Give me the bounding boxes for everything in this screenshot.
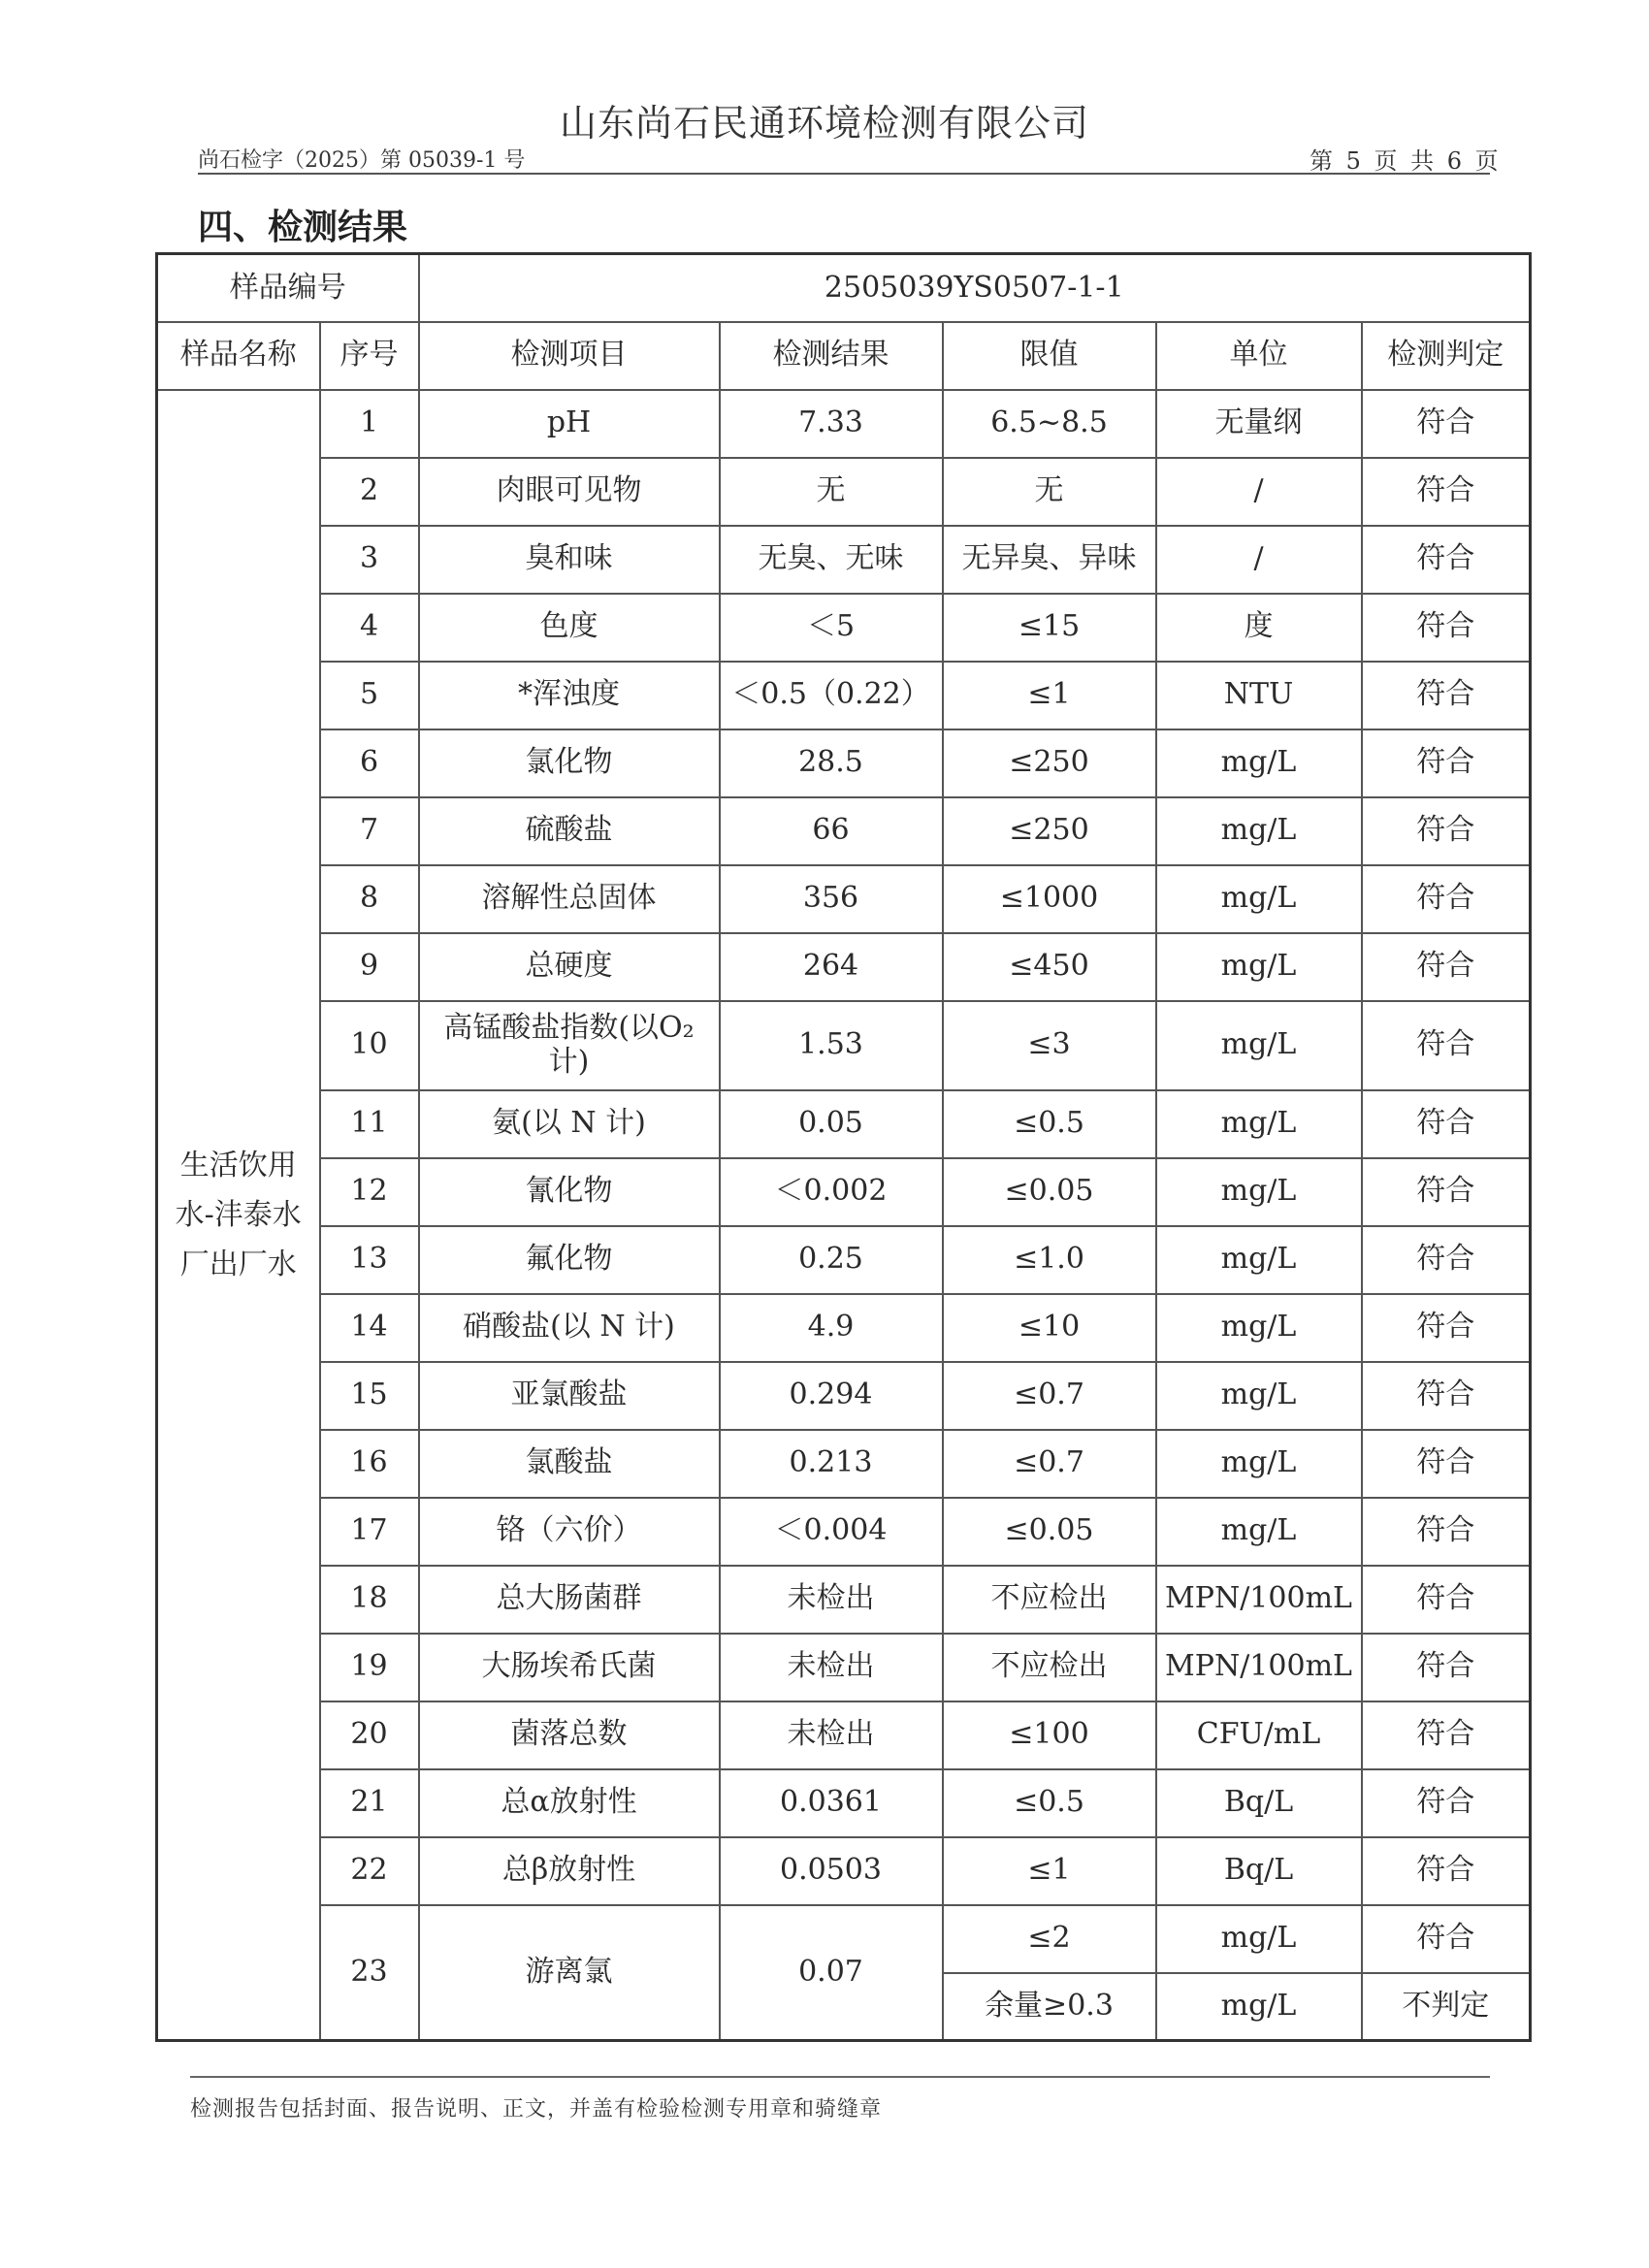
seq-cell: 8 bbox=[320, 865, 419, 933]
unit-cell: 无量纲 bbox=[1156, 390, 1362, 458]
table-row bbox=[157, 1701, 1531, 1769]
seq-cell: 10 bbox=[320, 1001, 419, 1090]
judgement-cell: 符合 bbox=[1362, 1769, 1531, 1837]
item-cell: 高锰酸盐指数(以O₂计) bbox=[419, 1001, 720, 1090]
limit-cell: ≤10 bbox=[943, 1294, 1156, 1362]
item-cell: 硫酸盐 bbox=[419, 797, 720, 865]
judgement-cell: 符合 bbox=[1362, 797, 1531, 865]
limit-cell: ≤450 bbox=[943, 933, 1156, 1001]
result-cell: 0.0361 bbox=[720, 1769, 943, 1837]
header-judgement: 检测判定 bbox=[1362, 322, 1531, 390]
sample-number-value: 2505039YS0507-1-1 bbox=[419, 254, 1531, 322]
seq-cell: 23 bbox=[320, 1905, 419, 2041]
seq-cell: 14 bbox=[320, 1294, 419, 1362]
seq-cell: 16 bbox=[320, 1430, 419, 1498]
limit-cell: 6.5~8.5 bbox=[943, 390, 1156, 458]
table-row bbox=[157, 1226, 1531, 1294]
result-cell: 7.33 bbox=[720, 390, 943, 458]
section-title: 四、检测结果 bbox=[198, 208, 408, 247]
seq-cell: 22 bbox=[320, 1837, 419, 1905]
result-cell: 0.213 bbox=[720, 1430, 943, 1498]
seq-cell: 1 bbox=[320, 390, 419, 458]
table-row bbox=[157, 1769, 1531, 1837]
table-row bbox=[157, 1837, 1531, 1905]
result-cell: 未检出 bbox=[720, 1566, 943, 1634]
seq-cell: 11 bbox=[320, 1090, 419, 1158]
judgement-cell: 符合 bbox=[1362, 1158, 1531, 1226]
unit-cell: mg/L bbox=[1156, 1226, 1362, 1294]
item-cell: 总β放射性 bbox=[419, 1837, 720, 1905]
result-cell: ＜0.004 bbox=[720, 1498, 943, 1566]
table-row bbox=[157, 1566, 1531, 1634]
table-row bbox=[157, 662, 1531, 729]
judgement-cell: 符合 bbox=[1362, 1498, 1531, 1566]
unit-cell: CFU/mL bbox=[1156, 1701, 1362, 1769]
limit-cell: 不应检出 bbox=[943, 1566, 1156, 1634]
table-row bbox=[157, 865, 1531, 933]
footer-divider bbox=[190, 2076, 1490, 2078]
result-cell: 264 bbox=[720, 933, 943, 1001]
judgement-cell: 符合 bbox=[1362, 662, 1531, 729]
judgement-cell: 符合 bbox=[1362, 865, 1531, 933]
limit-cell: ≤0.7 bbox=[943, 1362, 1156, 1430]
judgement-cell: 符合 bbox=[1362, 1294, 1531, 1362]
limit-cell: ≤100 bbox=[943, 1701, 1156, 1769]
table-row bbox=[157, 1498, 1531, 1566]
table-row bbox=[157, 1090, 1531, 1158]
judgement-cell: 符合 bbox=[1362, 1430, 1531, 1498]
judgement-cell: 符合 bbox=[1362, 458, 1531, 526]
result-cell: 无 bbox=[720, 458, 943, 526]
judgement-cell: 不判定 bbox=[1362, 1973, 1531, 2041]
unit-cell: mg/L bbox=[1156, 1090, 1362, 1158]
result-cell: 66 bbox=[720, 797, 943, 865]
judgement-cell: 符合 bbox=[1362, 1905, 1531, 1973]
seq-cell: 9 bbox=[320, 933, 419, 1001]
seq-cell: 15 bbox=[320, 1362, 419, 1430]
unit-cell: MPN/100mL bbox=[1156, 1566, 1362, 1634]
page-indicator: 第 5 页 共 6 页 bbox=[1310, 147, 1502, 175]
limit-cell: ≤250 bbox=[943, 729, 1156, 797]
item-cell: 总α放射性 bbox=[419, 1769, 720, 1837]
header-sample-name: 样品名称 bbox=[157, 322, 320, 390]
item-cell: *浑浊度 bbox=[419, 662, 720, 729]
table-row bbox=[157, 729, 1531, 797]
result-cell: ＜5 bbox=[720, 594, 943, 662]
seq-cell: 3 bbox=[320, 526, 419, 594]
header-result: 检测结果 bbox=[720, 322, 943, 390]
table-row bbox=[157, 1634, 1531, 1701]
sample-name-cell: 生活饮用水-沣泰水厂出厂水 bbox=[157, 390, 320, 2041]
judgement-cell: 符合 bbox=[1362, 1566, 1531, 1634]
limit-cell: ≤0.5 bbox=[943, 1090, 1156, 1158]
unit-cell: mg/L bbox=[1156, 933, 1362, 1001]
result-cell: 0.07 bbox=[720, 1905, 943, 2041]
results-table bbox=[155, 252, 1532, 2042]
seq-cell: 19 bbox=[320, 1634, 419, 1701]
seq-cell: 21 bbox=[320, 1769, 419, 1837]
footer-note: 检测报告包括封面、报告说明、正文，并盖有检验检测专用章和骑缝章 bbox=[190, 2097, 883, 2122]
unit-cell: mg/L bbox=[1156, 1905, 1362, 1973]
unit-cell: / bbox=[1156, 526, 1362, 594]
limit-cell: ≤1 bbox=[943, 1837, 1156, 1905]
unit-cell: 度 bbox=[1156, 594, 1362, 662]
item-cell: 溶解性总固体 bbox=[419, 865, 720, 933]
unit-cell: mg/L bbox=[1156, 797, 1362, 865]
item-cell: 亚氯酸盐 bbox=[419, 1362, 720, 1430]
item-cell: 色度 bbox=[419, 594, 720, 662]
result-cell: 356 bbox=[720, 865, 943, 933]
column-header-row bbox=[157, 322, 1531, 390]
item-cell: 氰化物 bbox=[419, 1158, 720, 1226]
result-cell: ＜0.002 bbox=[720, 1158, 943, 1226]
judgement-cell: 符合 bbox=[1362, 1226, 1531, 1294]
table-row bbox=[157, 1001, 1531, 1090]
unit-cell: mg/L bbox=[1156, 729, 1362, 797]
header-limit: 限值 bbox=[943, 322, 1156, 390]
seq-cell: 20 bbox=[320, 1701, 419, 1769]
judgement-cell: 符合 bbox=[1362, 1090, 1531, 1158]
header-item: 检测项目 bbox=[419, 322, 720, 390]
unit-cell: mg/L bbox=[1156, 1001, 1362, 1090]
limit-cell: ≤1000 bbox=[943, 865, 1156, 933]
item-cell: 游离氯 bbox=[419, 1905, 720, 2041]
limit-cell: 余量≥0.3 bbox=[943, 1973, 1156, 2041]
seq-cell: 17 bbox=[320, 1498, 419, 1566]
seq-cell: 5 bbox=[320, 662, 419, 729]
item-cell: pH bbox=[419, 390, 720, 458]
sample-number-row bbox=[157, 254, 1531, 322]
unit-cell: MPN/100mL bbox=[1156, 1634, 1362, 1701]
table-row bbox=[157, 1905, 1531, 1973]
result-cell: 0.05 bbox=[720, 1090, 943, 1158]
seq-cell: 18 bbox=[320, 1566, 419, 1634]
seq-cell: 6 bbox=[320, 729, 419, 797]
item-cell: 铬（六价） bbox=[419, 1498, 720, 1566]
limit-cell: ≤15 bbox=[943, 594, 1156, 662]
judgement-cell: 符合 bbox=[1362, 390, 1531, 458]
unit-cell: Bq/L bbox=[1156, 1837, 1362, 1905]
judgement-cell: 符合 bbox=[1362, 729, 1531, 797]
result-cell: 4.9 bbox=[720, 1294, 943, 1362]
limit-cell: ≤0.5 bbox=[943, 1769, 1156, 1837]
item-cell: 氟化物 bbox=[419, 1226, 720, 1294]
unit-cell: mg/L bbox=[1156, 1973, 1362, 2041]
unit-cell: Bq/L bbox=[1156, 1769, 1362, 1837]
limit-cell: ≤0.05 bbox=[943, 1498, 1156, 1566]
unit-cell: NTU bbox=[1156, 662, 1362, 729]
judgement-cell: 符合 bbox=[1362, 1634, 1531, 1701]
unit-cell: / bbox=[1156, 458, 1362, 526]
limit-cell: ≤250 bbox=[943, 797, 1156, 865]
judgement-cell: 符合 bbox=[1362, 933, 1531, 1001]
seq-cell: 12 bbox=[320, 1158, 419, 1226]
unit-cell: mg/L bbox=[1156, 1498, 1362, 1566]
limit-cell: ≤1 bbox=[943, 662, 1156, 729]
judgement-cell: 符合 bbox=[1362, 1001, 1531, 1090]
unit-cell: mg/L bbox=[1156, 1158, 1362, 1226]
table-row bbox=[157, 1294, 1531, 1362]
table-row bbox=[157, 594, 1531, 662]
item-cell: 总大肠菌群 bbox=[419, 1566, 720, 1634]
unit-cell: mg/L bbox=[1156, 865, 1362, 933]
result-cell: 未检出 bbox=[720, 1701, 943, 1769]
seq-cell: 13 bbox=[320, 1226, 419, 1294]
limit-cell: ≤0.05 bbox=[943, 1158, 1156, 1226]
table-row bbox=[157, 1158, 1531, 1226]
result-cell: ＜0.5（0.22） bbox=[720, 662, 943, 729]
item-cell: 氯化物 bbox=[419, 729, 720, 797]
table-row bbox=[157, 390, 1531, 458]
table-row bbox=[157, 797, 1531, 865]
limit-cell: ≤1.0 bbox=[943, 1226, 1156, 1294]
unit-cell: mg/L bbox=[1156, 1362, 1362, 1430]
limit-cell: ≤3 bbox=[943, 1001, 1156, 1090]
item-cell: 菌落总数 bbox=[419, 1701, 720, 1769]
item-cell: 氨(以 N 计) bbox=[419, 1090, 720, 1158]
result-cell: 0.294 bbox=[720, 1362, 943, 1430]
limit-cell: 不应检出 bbox=[943, 1634, 1156, 1701]
table-row bbox=[157, 1430, 1531, 1498]
judgement-cell: 符合 bbox=[1362, 594, 1531, 662]
judgement-cell: 符合 bbox=[1362, 1837, 1531, 1905]
header-unit: 单位 bbox=[1156, 322, 1362, 390]
judgement-cell: 符合 bbox=[1362, 1701, 1531, 1769]
unit-cell: mg/L bbox=[1156, 1430, 1362, 1498]
item-cell: 硝酸盐(以 N 计) bbox=[419, 1294, 720, 1362]
table-row bbox=[157, 933, 1531, 1001]
limit-cell: 无 bbox=[943, 458, 1156, 526]
result-cell: 0.25 bbox=[720, 1226, 943, 1294]
judgement-cell: 符合 bbox=[1362, 526, 1531, 594]
header-seq: 序号 bbox=[320, 322, 419, 390]
company-name: 山东尚石民通环境检测有限公司 bbox=[559, 102, 1089, 145]
table-row bbox=[157, 1362, 1531, 1430]
report-number: 尚石检字（2025）第 05039-1 号 bbox=[198, 148, 526, 173]
seq-cell: 2 bbox=[320, 458, 419, 526]
unit-cell: mg/L bbox=[1156, 1294, 1362, 1362]
item-cell: 总硬度 bbox=[419, 933, 720, 1001]
sample-number-label: 样品编号 bbox=[157, 254, 419, 322]
item-cell: 大肠埃希氏菌 bbox=[419, 1634, 720, 1701]
limit-cell: ≤2 bbox=[943, 1905, 1156, 1973]
result-cell: 未检出 bbox=[720, 1634, 943, 1701]
limit-cell: 无异臭、异味 bbox=[943, 526, 1156, 594]
result-cell: 无臭、无味 bbox=[720, 526, 943, 594]
result-cell: 1.53 bbox=[720, 1001, 943, 1090]
header-divider bbox=[198, 173, 1490, 175]
result-cell: 0.0503 bbox=[720, 1837, 943, 1905]
table-row bbox=[157, 526, 1531, 594]
judgement-cell: 符合 bbox=[1362, 1362, 1531, 1430]
seq-cell: 7 bbox=[320, 797, 419, 865]
item-cell: 臭和味 bbox=[419, 526, 720, 594]
limit-cell: ≤0.7 bbox=[943, 1430, 1156, 1498]
result-cell: 28.5 bbox=[720, 729, 943, 797]
table-row bbox=[157, 458, 1531, 526]
item-cell: 肉眼可见物 bbox=[419, 458, 720, 526]
seq-cell: 4 bbox=[320, 594, 419, 662]
item-cell: 氯酸盐 bbox=[419, 1430, 720, 1498]
